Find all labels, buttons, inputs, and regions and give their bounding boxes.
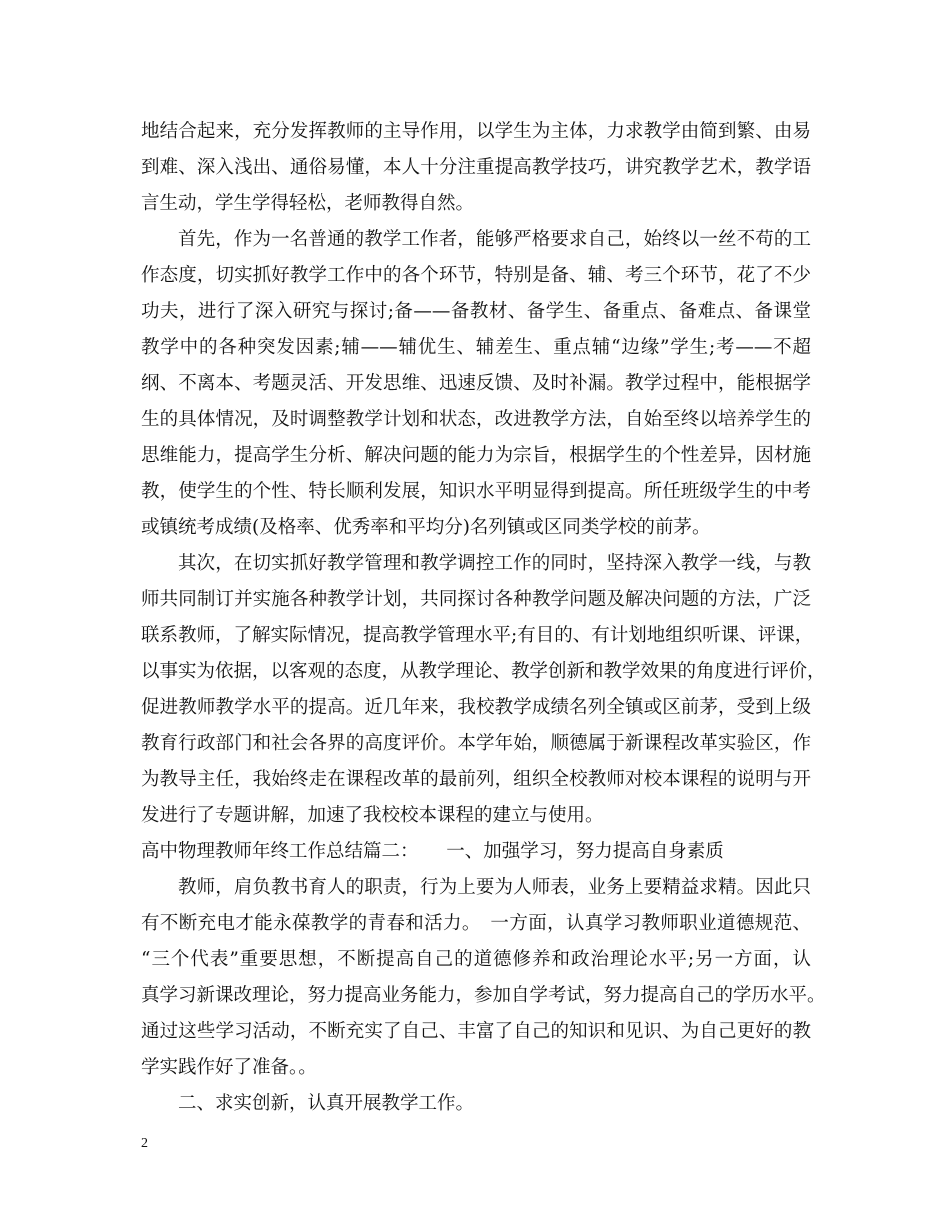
text-line: 地结合起来，充分发挥教师的主导作用，以学生为主体，力求教学由简到繁、由易 [141,121,811,142]
text-line: 生的具体情况，及时调整教学计划和状态，改进教学方法，自始至终以培养学生的 [141,409,811,430]
paragraph-first-line: 首先，作为一名普通的教学工作者，能够严格要求自己，始终以一丝不苟的工 [178,229,811,250]
paragraph-first-line: 教师，肩负教书育人的职责，行为上要为人师表，业务上要精益求精。因此只 [178,877,811,898]
text-line: 联系教师，了解实际情况，提高教学管理水平;有目的、有计划地组织听课、评课， [141,625,814,646]
text-line: 发进行了专题讲解，加速了我校校本课程的建立与使用。 [141,805,604,826]
section-heading-line: 高中物理教师年终工作总结篇二： 一、加强学习，努力提高自身素质 [141,841,724,862]
text-line: 真学习新课改理论，努力提高业务能力，参加自学考试，努力提高自己的学历水平。 [141,985,826,1006]
text-line: 思维能力，提高学生分析、解决问题的能力为宗旨，根据学生的个性差异，因材施 [141,445,811,466]
text-line: 功夫，进行了深入研究与探讨;备——备教材、备学生、备重点、备难点、备课堂 [141,301,811,322]
text-line: 以事实为依据，以客观的态度，从教学理论、教学创新和教学效果的角度进行评价， [141,661,826,682]
paragraph-first-line: 其次，在切实抓好教学管理和教学调控工作的同时，坚持深入教学一线，与教 [178,553,811,574]
text-line: 教学中的各种突发因素;辅——辅优生、辅差生、重点辅“边缘”学生;考——不超 [141,337,811,358]
text-line: 言生动，学生学得轻松，老师教得自然。 [141,193,475,214]
text-line: 有不断充电才能永葆教学的青春和活力。 一方面，认真学习教师职业道德规范、 [141,913,811,934]
text-line: 或镇统考成绩(及格率、优秀率和平均分)名列镇或区同类学校的前茅。 [141,517,711,538]
text-line: 学实践作好了准备。。 [141,1057,317,1078]
text-line: 通过这些学习活动，不断充实了自己、丰富了自己的知识和见识、为自己更好的教 [141,1021,811,1042]
text-line: 作态度，切实抓好教学工作中的各个环节，特别是备、辅、考三个环节，花了不少 [141,265,811,286]
text-line: 到难、深入浅出、通俗易懂，本人十分注重提高教学技巧，讲究教学艺术，教学语 [141,157,811,178]
text-line: 促进教师教学水平的提高。近几年来，我校教学成绩名列全镇或区前茅，受到上级 [141,697,811,718]
text-line: 教育行政部门和社会各界的高度评价。本学年始，顺德属于新课程改革实验区，作 [141,733,811,754]
text-line: “三个代表”重要思想，不断提高自己的道德修养和政治理论水平;另一方面，认 [141,949,811,970]
text-line: 纲、不离本、考题灵活、开发思维、迅速反馈、及时补漏。教学过程中，能根据学 [141,373,811,394]
page-number: 2 [141,1136,148,1151]
section-heading-line: 二、求实创新，认真开展教学工作。 [178,1093,475,1114]
text-line: 师共同制订并实施各种教学计划，共同探讨各种教学问题及解决问题的方法，广泛 [141,589,811,610]
text-line: 教，使学生的个性、特长顺利发展，知识水平明显得到提高。所任班级学生的中考 [141,481,811,502]
text-line: 为教导主任，我始终走在课程改革的最前列，组织全校教师对校本课程的说明与开 [141,769,811,790]
